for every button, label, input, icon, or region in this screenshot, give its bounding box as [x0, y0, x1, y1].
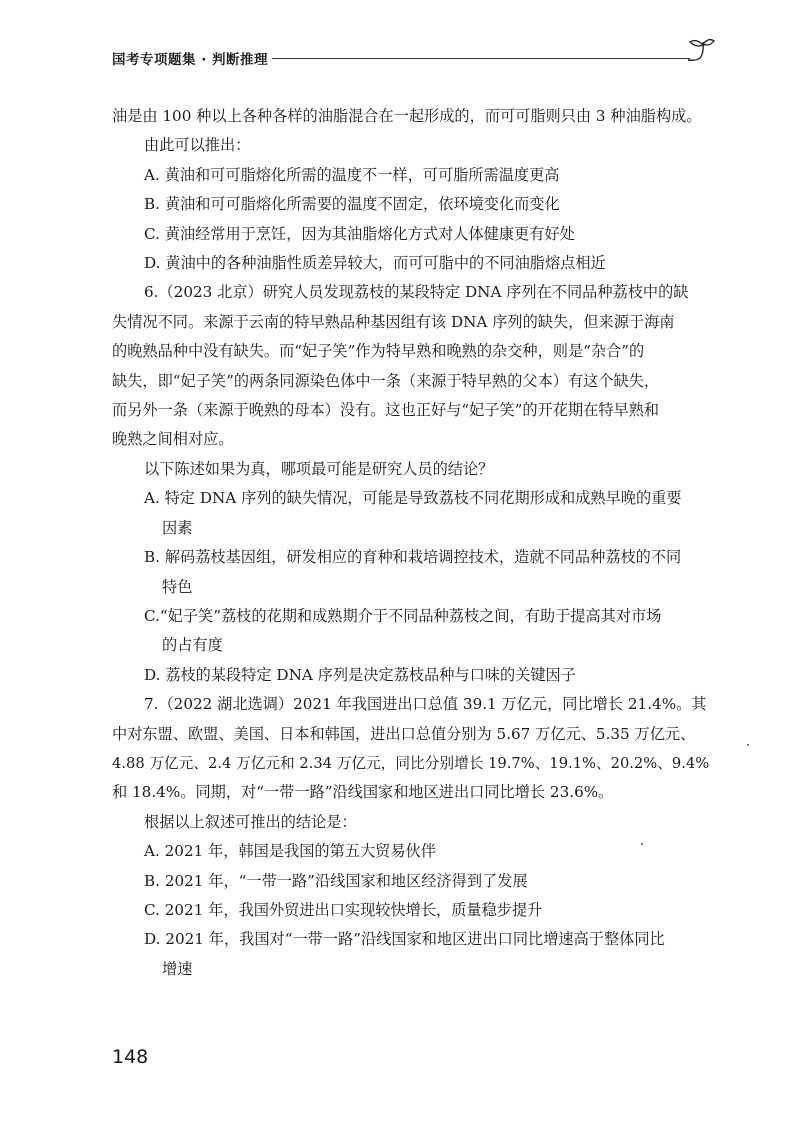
text-line: 缺失，即“妃子笑”的两条同源染色体中一条（来源于特早熟的父本）有这个缺失，: [112, 371, 660, 390]
text-line: 中对东盟、欧盟、美国、日本和韩国，进出口总值分别为 5.67 万亿元、5.35 万亿元、: [112, 724, 696, 743]
option-line: B. 解码荔枝基因组，研发相应的育种和栽培调控技术，造就不同品种荔枝的不同: [144, 548, 682, 567]
option-line: A. 特定 DNA 序列的缺失情况，可能是导致荔枝不同花期形成和成熟早晚的重要: [144, 489, 682, 508]
header-title: 国考专项题集 · 判断推理: [112, 52, 269, 68]
question-text-body: [112, 102, 712, 984]
text-line: 油是由 100 种以上各种各样的油脂混合在一起形成的，而可可脂则只由 3 种油脂构成。: [112, 107, 702, 125]
option-line: C. 2021 年，我国外贸进出口实现较快增长，质量稳步提升: [144, 900, 543, 919]
sprout-icon: [684, 36, 716, 66]
text-line: 7.（2022 湖北选调）2021 年我国进出口总值 39.1 万亿元，同比增长 21.4%。其: [144, 695, 707, 714]
option-line: A. 黄油和可可脂熔化所需的温度不一样，可可脂所需温度更高: [144, 165, 560, 184]
text-line: 晚熟之间相对应。: [112, 430, 234, 449]
option-line: D. 荔枝的某段特定 DNA 序列是决定荔枝品种与口味的关键因子: [144, 665, 576, 684]
option-line: A. 2021 年，韩国是我国的第五大贸易伙伴: [144, 842, 436, 861]
text-line: 的晚熟品种中没有缺失。而“妃子笑”作为特早熟和晚熟的杂交种，则是“杂合”的: [112, 342, 645, 361]
option-line: D. 黄油中的各种油脂性质差异较大，而可可脂中的不同油脂熔点相近: [144, 254, 606, 273]
header-rule: [272, 58, 690, 59]
text-line: 4.88 万亿元、2.4 万亿元和 2.34 万亿元，同比分别增长 19.7%、19.1%、20.2%、9.4%: [112, 754, 710, 772]
text-line: 根据以上叙述可推出的结论是：: [144, 812, 357, 831]
text-line: 而另外一条（来源于晚熟的母本）没有。这也正好与“妃子笑”的开花期在特早熟和: [112, 401, 660, 420]
scan-speck: [641, 843, 643, 845]
option-line: 的占有度: [162, 636, 223, 655]
text-line: 失情况不同。来源于云南的特早熟品种基因组有该 DNA 序列的缺失，但来源于海南: [112, 312, 675, 331]
text-line: 6.（2023 北京）研究人员发现荔枝的某段特定 DNA 序列在不同品种荔枝中的缺: [144, 283, 689, 302]
text-line: 由此可以推出：: [144, 136, 251, 155]
option-line: 因素: [162, 518, 193, 537]
option-line: B. 2021 年，“一带一路”沿线国家和地区经济得到了发展: [144, 871, 528, 890]
text-line: 以下陈述如果为真，哪项最可能是研究人员的结论？: [144, 459, 494, 478]
option-line: 特色: [162, 577, 193, 596]
option-line: B. 黄油和可可脂熔化所需要的温度不固定，依环境变化而变化: [144, 195, 560, 214]
text-line: 和 18.4%。同期，对“一带一路”沿线国家和地区进出口同比增长 23.6%。: [112, 783, 614, 802]
option-line: C.“妃子笑”荔枝的花期和成熟期介于不同品种荔枝之间，有助于提高其对市场: [144, 606, 662, 625]
option-line: 增速: [162, 959, 193, 978]
scan-speck: [747, 744, 749, 746]
page-number: 148: [112, 1046, 149, 1068]
option-line: C. 黄油经常用于烹饪，因为其油脂熔化方式对人体健康更有好处: [144, 224, 575, 243]
option-line: D. 2021 年，我国对“一带一路”沿线国家和地区进出口同比增速高于整体同比: [144, 930, 665, 949]
running-header: [112, 44, 712, 72]
